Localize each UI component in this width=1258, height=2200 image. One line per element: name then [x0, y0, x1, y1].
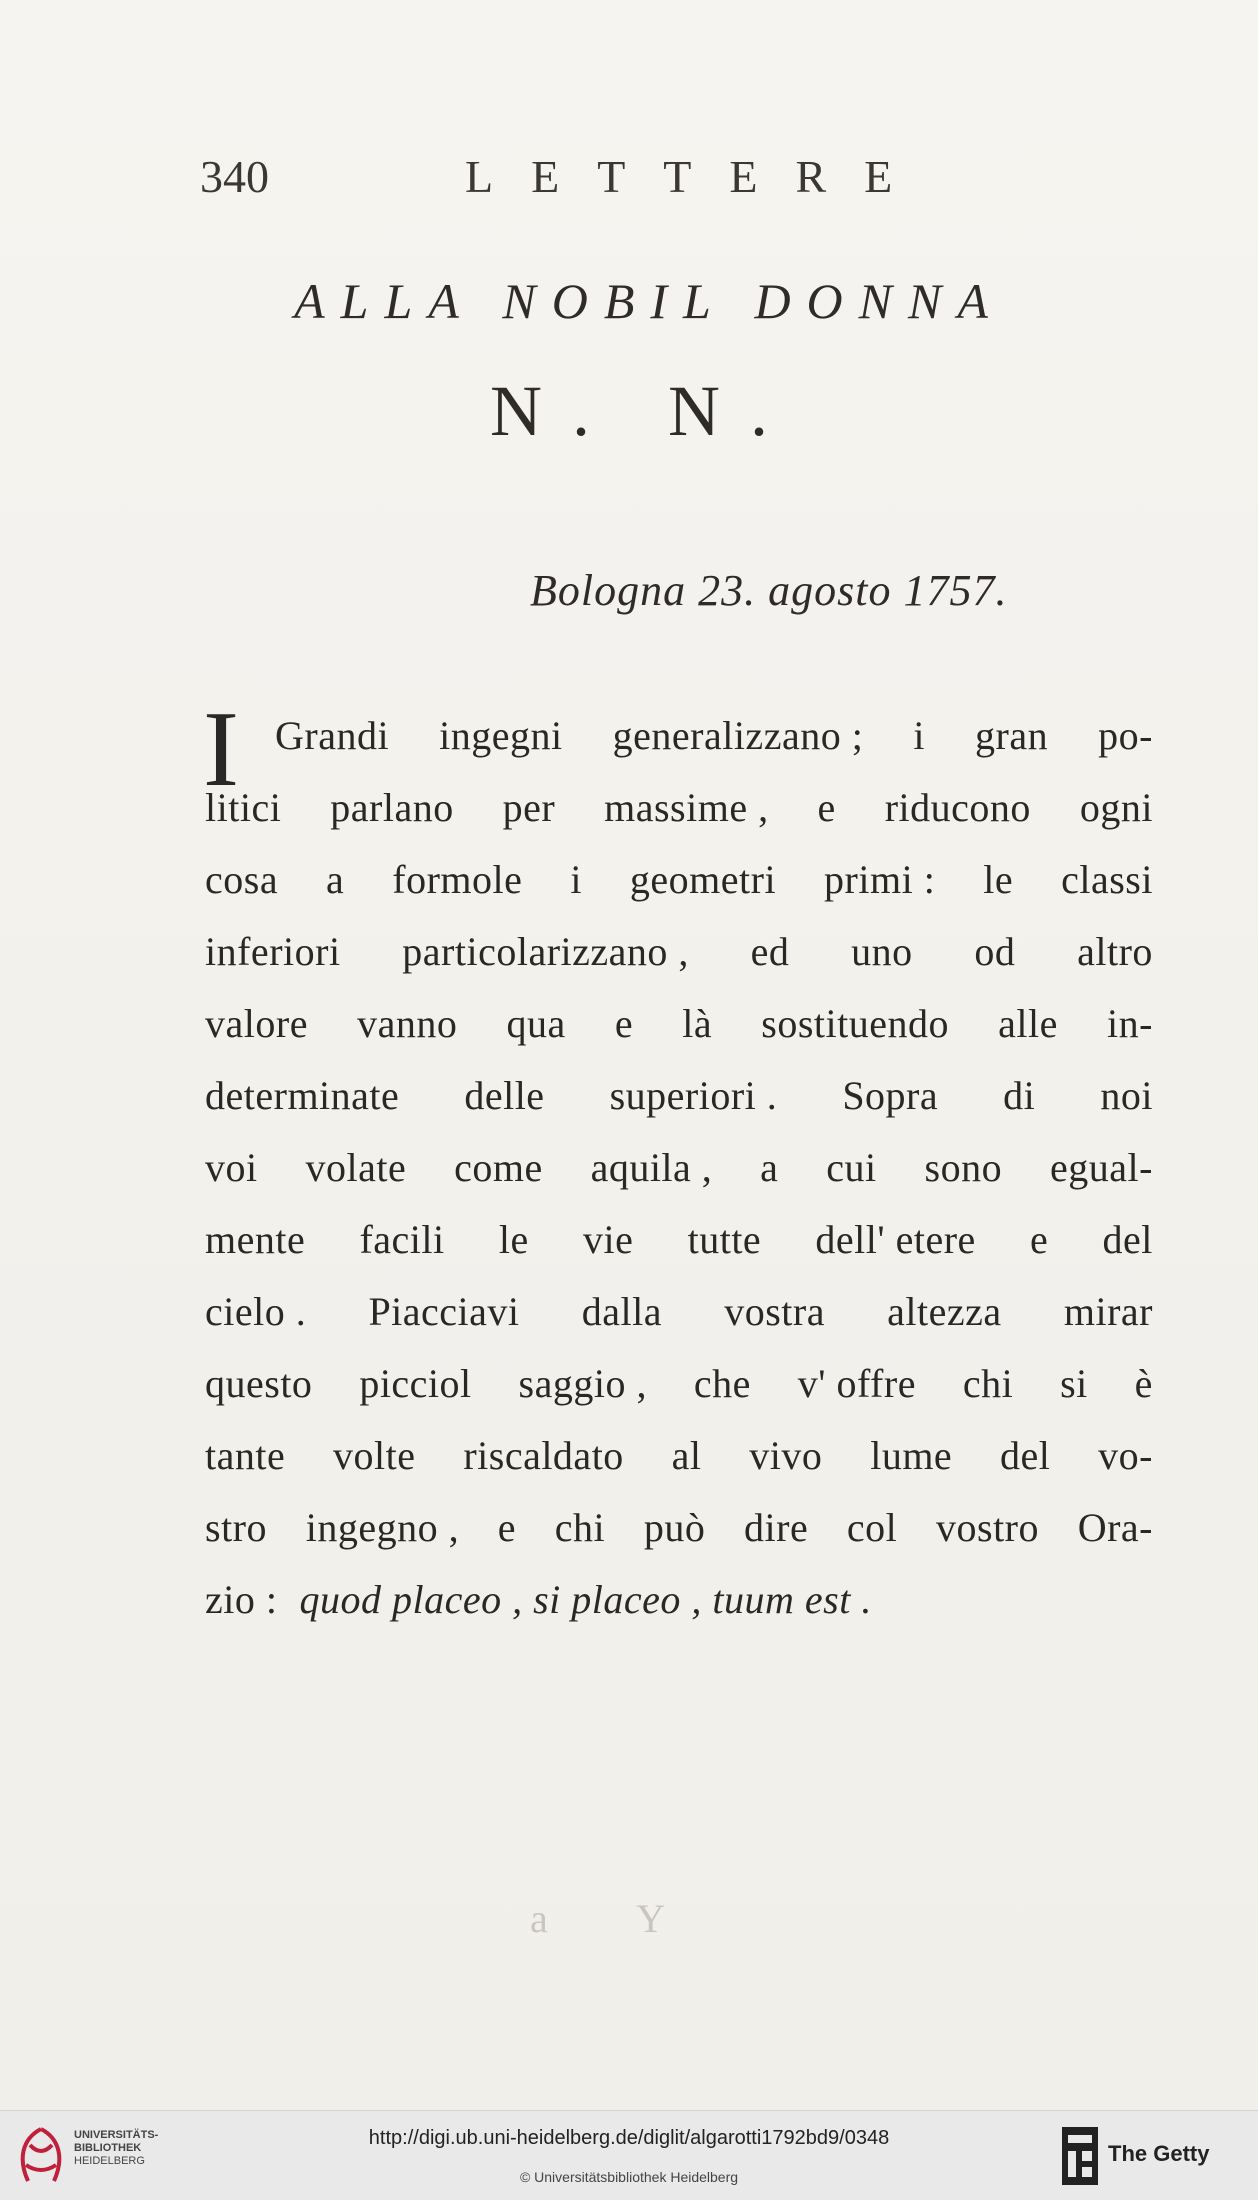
copyright-notice: © Universitätsbibliothek Heidelberg	[519, 2169, 739, 2185]
drop-cap: I	[203, 690, 239, 809]
word: chi	[554, 1505, 606, 1550]
text-line	[205, 700, 1153, 772]
getty-logo-icon	[1060, 2125, 1100, 2187]
word: inferiori	[205, 929, 341, 974]
word: geometri	[629, 857, 777, 902]
word: generalizzano ;	[612, 713, 864, 758]
word: superiori .	[609, 1073, 778, 1118]
word: delle	[464, 1073, 545, 1118]
word: cosa	[205, 857, 279, 902]
word: classi	[1061, 857, 1153, 902]
word: Sopra	[842, 1073, 939, 1118]
word: del	[1102, 1217, 1153, 1262]
word: vostro	[936, 1505, 1039, 1550]
word: voi	[205, 1145, 258, 1190]
word: mirar	[1063, 1289, 1153, 1334]
text-line	[205, 1060, 1153, 1132]
word: le	[983, 857, 1014, 902]
running-title: LETTERE	[465, 151, 931, 202]
word: altro	[1077, 929, 1153, 974]
word: parlano	[330, 785, 454, 830]
word: le	[498, 1217, 529, 1262]
word: Grandi	[275, 713, 390, 758]
word: col	[846, 1505, 898, 1550]
page-number: 340	[200, 151, 269, 202]
word: Ora-	[1077, 1505, 1153, 1550]
word: egual-	[1049, 1145, 1153, 1190]
word: cui	[826, 1145, 877, 1190]
word: come	[454, 1145, 543, 1190]
word: per	[502, 785, 556, 830]
word: cielo .	[205, 1289, 307, 1334]
word: massime ,	[604, 785, 769, 830]
word: saggio ,	[518, 1361, 647, 1406]
word: al	[671, 1433, 702, 1478]
latin-quotation: quod placeo , si placeo , tuum est .	[299, 1577, 872, 1622]
text-line	[205, 1492, 1153, 1564]
word: a	[326, 857, 345, 902]
text-line	[205, 1204, 1153, 1276]
word: zio :	[205, 1577, 278, 1622]
text-line	[205, 1276, 1153, 1348]
word: dell' etere	[815, 1217, 976, 1262]
word: litici	[205, 785, 282, 830]
word: sono	[924, 1145, 1003, 1190]
viewer-footer	[0, 2110, 1258, 2200]
text-line	[205, 1132, 1153, 1204]
word: e	[614, 1001, 634, 1046]
text-line	[205, 772, 1153, 844]
word: che	[693, 1361, 751, 1406]
word: dalla	[581, 1289, 662, 1334]
word: vanno	[357, 1001, 458, 1046]
word: riscaldato	[463, 1433, 624, 1478]
signature-mark: a Y	[530, 1896, 706, 1941]
word: po-	[1098, 713, 1153, 758]
word: sostituendo	[761, 1001, 949, 1046]
word: vie	[582, 1217, 634, 1262]
word: si	[1060, 1361, 1088, 1406]
word: i	[913, 713, 925, 758]
word: volate	[305, 1145, 407, 1190]
word: lume	[870, 1433, 953, 1478]
text-line	[205, 916, 1153, 988]
word: facili	[359, 1217, 445, 1262]
library-name: UNIVERSITÄTS- BIBLIOTHEK HEIDELBERG	[74, 2129, 159, 2167]
word: dire	[744, 1505, 809, 1550]
word: là	[682, 1001, 713, 1046]
text-line	[205, 1420, 1153, 1492]
word: mente	[205, 1217, 306, 1262]
letter-addressee: ALLA NOBIL DONNA	[294, 273, 1004, 329]
word: i	[570, 857, 582, 902]
word: primi :	[824, 857, 936, 902]
word: a	[760, 1145, 779, 1190]
word: volte	[333, 1433, 416, 1478]
word: vivo	[749, 1433, 823, 1478]
word: in-	[1106, 1001, 1153, 1046]
word: del	[999, 1433, 1051, 1478]
word: vostra	[724, 1289, 825, 1334]
word: Piacciavi	[368, 1289, 520, 1334]
word: ingegni	[439, 713, 563, 758]
word: può	[643, 1505, 706, 1550]
word: riducono	[884, 785, 1031, 830]
word: e	[497, 1505, 517, 1550]
word: questo	[205, 1361, 313, 1406]
word: aquila ,	[590, 1145, 713, 1190]
letter-body	[203, 690, 1153, 1636]
word: formole	[392, 857, 523, 902]
addressee-initials: N. N.	[490, 371, 798, 451]
word: qua	[506, 1001, 566, 1046]
word: tutte	[687, 1217, 762, 1262]
word: altezza	[887, 1289, 1002, 1334]
text-line	[205, 988, 1153, 1060]
word: ed	[750, 929, 790, 974]
letter-dateline: Bologna 23. agosto 1757.	[530, 566, 1008, 615]
word: v' offre	[797, 1361, 916, 1406]
partner-name: The Getty	[1108, 2141, 1210, 2166]
text-line	[205, 844, 1153, 916]
word: particolarizzano ,	[402, 929, 689, 974]
word: picciol	[359, 1361, 472, 1406]
word: e	[1030, 1217, 1049, 1262]
word: ingegno ,	[305, 1505, 460, 1550]
running-head	[200, 150, 1100, 210]
word: stro	[205, 1505, 267, 1550]
word: chi	[962, 1361, 1014, 1406]
word: è	[1134, 1361, 1153, 1406]
text-line-last	[205, 1564, 1153, 1636]
text-line	[205, 1348, 1153, 1420]
word: gran	[975, 713, 1049, 758]
word: vo-	[1098, 1433, 1153, 1478]
word: uno	[851, 929, 913, 974]
word: e	[817, 785, 836, 830]
word: di	[1003, 1073, 1036, 1118]
word: noi	[1100, 1073, 1153, 1118]
word: alle	[998, 1001, 1058, 1046]
word: tante	[205, 1433, 286, 1478]
word: od	[974, 929, 1016, 974]
word: valore	[205, 1001, 308, 1046]
permalink-url[interactable]: http://digi.ub.uni-heidelberg.de/diglit/algarotti1792bd9/0348	[368, 2127, 890, 2149]
word: ogni	[1079, 785, 1153, 830]
word: determinate	[205, 1073, 400, 1118]
